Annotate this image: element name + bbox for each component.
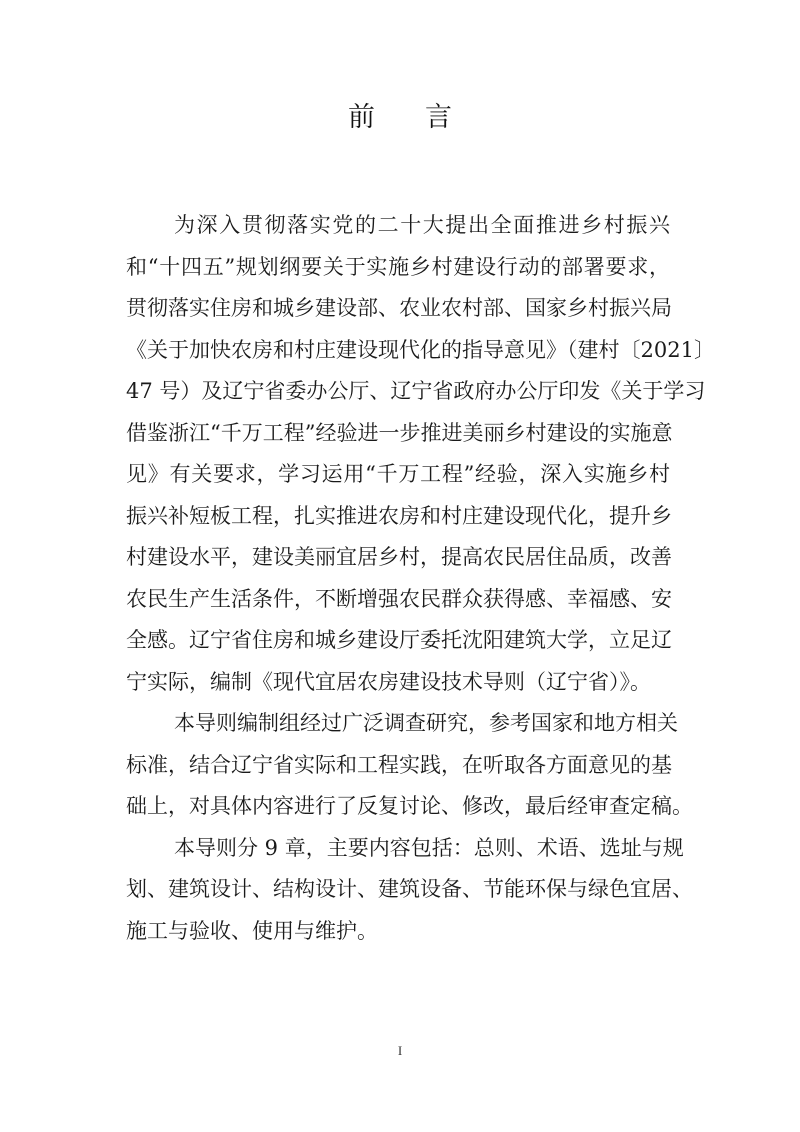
paragraph-line: 划、建筑设计、结构设计、建筑设备、节能环保与绿色宜居、 (126, 877, 693, 901)
paragraph-line: 标准，结合辽宁省实际和工程实践，在听取各方面意见的基 (126, 752, 672, 777)
paragraph-line: 本导则分 9 章，主要内容包括：总则、术语、选址与规 (174, 835, 684, 860)
paragraph-2 (126, 703, 693, 828)
paragraph-line: 宁实际，编制《现代宜居农房建设技术导则（辽宁省）》。 (126, 669, 651, 694)
paragraph-line: 贯彻落实住房和城乡建设部、农业农村部、国家乡村振兴局 (126, 296, 672, 320)
paragraph-3 (126, 828, 693, 953)
paragraph-line: 47 号）及辽宁省委办公厅、辽宁省政府办公厅印发《关于学习 (126, 379, 706, 403)
paragraph-line: 施工与验收、使用与维护。 (126, 918, 378, 943)
paragraph-line: 本导则编制组经过广泛调查研究，参考国家和地方相关 (174, 711, 678, 735)
paragraph-line: 借鉴浙江“千万工程”经验进一步推进美丽乡村建设的实施意 (126, 420, 673, 445)
paragraph-line: 振兴补短板工程，扎实推进农房和村庄建设现代化，提升乡 (126, 503, 672, 528)
paragraph-line: 村建设水平，建设美丽宜居乡村，提高农民居住品质，改善 (126, 545, 672, 569)
paragraph-1 (126, 205, 715, 703)
paragraph-line: 为深入贯彻落实党的二十大提出全面推进乡村振兴 (174, 213, 670, 237)
paragraph-line: 和“十四五”规划纲要关于实施乡村建设行动的部署要求， (126, 254, 670, 279)
paragraph-line: 础上，对具体内容进行了反复讨论、修改，最后经审查定稿。 (126, 794, 693, 818)
preface-body (126, 205, 715, 952)
paragraph-line: 农民生产生活条件，不断增强农民群众获得感、幸福感、安 (126, 586, 672, 611)
paragraph-line: 《关于加快农房和村庄建设现代化的指导意见》（建村〔2021〕 (126, 337, 715, 362)
title-char-1: 前 (348, 102, 375, 133)
paragraph-line: 全感。辽宁省住房和城乡建设厅委托沈阳建筑大学，立足辽 (126, 628, 672, 652)
page-number: I (397, 1043, 403, 1058)
title-char-2: 言 (425, 102, 452, 133)
paragraph-line: 见》有关要求，学习运用“千万工程”经验，深入实施乡村 (126, 462, 670, 486)
page-title (0, 98, 800, 138)
